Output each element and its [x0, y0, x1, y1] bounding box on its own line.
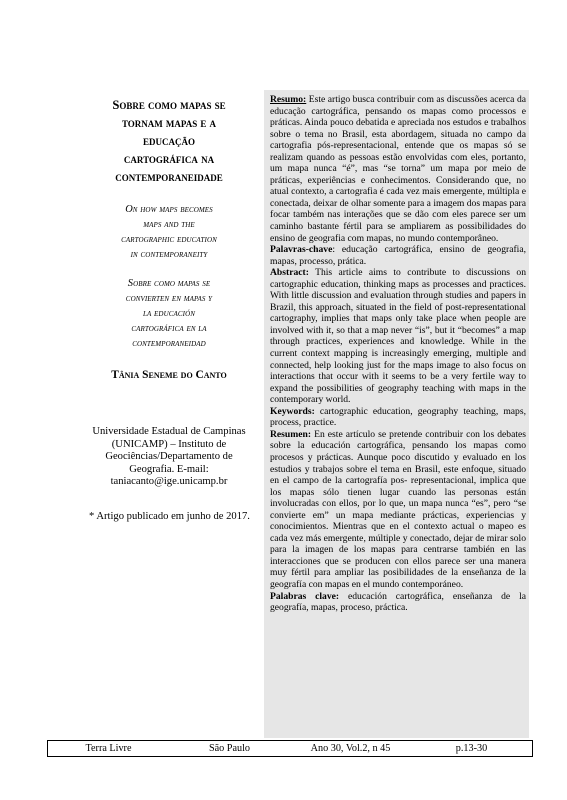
abstract-box — [264, 90, 529, 738]
title-pt-line: cartográfica na — [123, 152, 215, 166]
abstract-label: Abstract: — [270, 267, 309, 279]
affiliation-line: Geografia. E-mail: — [129, 463, 209, 475]
footer-issue: Ano 30, Vol.2, n 45 — [310, 743, 391, 754]
abstract-paragraph — [270, 267, 526, 406]
footer-journal: Terra Livre — [85, 743, 132, 754]
palavras-text: : educação cartográfica, ensino de geografia, mapas, processo, prática. — [270, 244, 526, 267]
resumen-paragraph — [270, 429, 526, 591]
title-es-line: convierten en mapas y — [125, 293, 213, 304]
clave-paragraph — [270, 591, 526, 614]
resumo-label: Resumo: — [270, 94, 307, 105]
affiliation-line: Universidade Estadual de Campinas — [92, 426, 246, 437]
title-es-line: la educación — [142, 308, 196, 319]
resumo-text: Este artigo busca contribuir com as discussões acerca da educação cartográfica, pensando os mapas como processos e práticas. Ainda pouco debatida e apreciada nos estudos e trabalhos sobre o tema no Brasil, esta abordagem, situada no campo da cartografia pós-representacional, entende que os mapas só se realizam quando as pessoas estão envolvidas com eles, portanto, um mapa nunca “é”, mas “se torna” um mapa por meio de práticas, experiências e conhecimentos. Considerando que, no atual contexto, a cartografia é cada vez mais emergente, múltipla e conectada, deixar de olhar somente para a imagem dos mapas para focar também nas interações que se dão com eles parece ser um caminho bastante fértil para se ampliarem as possibilidades do ensino de geografia com mapas, no mundo contemporâneo. — [270, 94, 526, 244]
resumen-text: En este artículo se pretende contribuir con los debates sobre la educación cartográfica, pensando los mapas como procesos y prácticas. Aunque poco discutido y evaluado en los estudios y trabajos sobre el tema en Brasil, este enfoque, situado en el campo de la cartografía pos- representacional, implica que los mapas sólo tienen lugar cuando las personas están involucradas con ellos, por lo que, un mapa nunca “es”, pero “se convierte em” un mapa mediante prácticas, experiencias y conocimientos. Mientras que en el contexto actual o mapeo es cada vez más emergente, múltiple y conectado, dejar de mirar solo para la imagen de los mapas para centrarse también en las interacciones que se producen con ellos parece ser una manera muy fértil para ampliar las posibilidades de la enseñanza de la geografía con mapas en el mundo contemporáneo. — [270, 428, 526, 590]
author-name: Tânia Seneme do Canto — [111, 369, 227, 381]
resumo-paragraph — [270, 94, 526, 244]
page-footer — [47, 740, 533, 757]
title-en-line: cartographic education — [121, 234, 217, 245]
title-es-line: contemporaneidad — [132, 338, 206, 349]
title-en-line: On how maps becomes — [125, 204, 213, 215]
footer-pages: p.13-30 — [455, 743, 488, 754]
title-en-line: in contemporaneity — [130, 249, 208, 260]
title-block — [86, 96, 252, 489]
publication-note: * Artigo publicado em junho de 2017. — [89, 511, 250, 522]
clave-label: Palabras clave: — [270, 590, 340, 602]
title-portuguese — [86, 96, 252, 186]
clave-text: educación cartográfica, enseñanza de la geografía, mapas, proceso, práctica. — [270, 590, 526, 614]
keywords-paragraph — [270, 406, 526, 429]
resumen-label: Resumen: — [270, 428, 312, 440]
author-affiliation — [86, 426, 252, 489]
keywords-label: Keywords: — [270, 405, 315, 417]
author-email: taniacanto@ige.unicamp.br — [110, 476, 228, 487]
footer-city: São Paulo — [208, 743, 251, 754]
title-es-line: cartográfica en la — [131, 323, 207, 334]
abstract-text: This article aims to contribute to discussions on cartographic education, thinking maps as processes and practices. With little discussion and evaluation through studies and papers in Brazil, this approach, situated in the field of post-representational cartography, implies that maps only take place when people are involved with it, so that a map never “is”, but it “becomes” a map through practices, experiences and knowledge. While in the current context mapping is increasingly emerging, multiple and connected, help looking just for the maps image to also focus on interactions that occur with it seems to be a very fertile way to expand the possibilities of geography teaching with maps in the contemporary world. — [270, 267, 526, 406]
keywords-text: cartographic education, geography teaching, maps, process, practice. — [270, 405, 526, 429]
affiliation-line: Geociências/Departamento de — [105, 451, 233, 462]
title-pt-line: contemporaneidade — [115, 170, 223, 184]
title-pt-line: Sobre como mapas se — [112, 98, 226, 112]
palavras-label: Palavras-chave — [270, 244, 333, 256]
title-pt-line: tornam mapas e a — [121, 116, 217, 130]
title-english — [86, 202, 252, 262]
affiliation-line: (UNICAMP) – Instituto de — [111, 438, 227, 450]
title-es-line: Sobre como mapas se — [127, 278, 211, 289]
title-spanish — [86, 276, 252, 351]
title-pt-line: educação — [142, 134, 195, 148]
title-en-line: maps and the — [143, 219, 195, 230]
palavras-paragraph — [270, 244, 526, 267]
